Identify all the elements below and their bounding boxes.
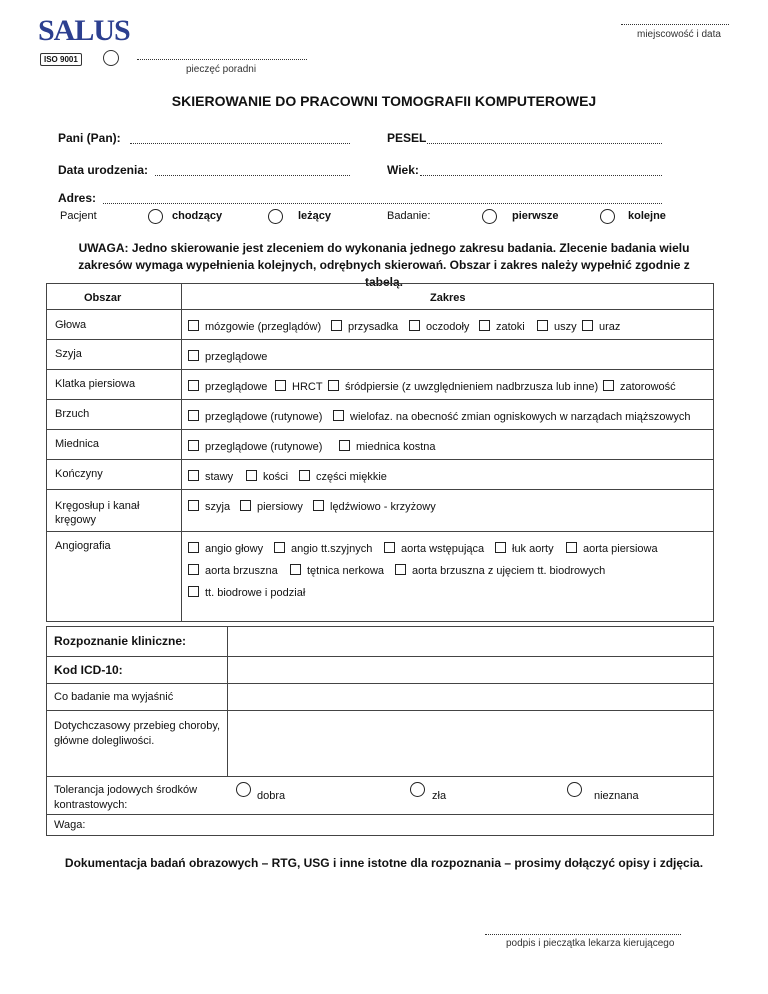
checkbox-icon <box>313 500 324 511</box>
checkbox-icon <box>290 564 301 575</box>
patient-lying-label: leżący <box>298 210 332 222</box>
option-pelvis-overview[interactable]: przeglądowe (rutynowe) <box>188 440 322 453</box>
page-title: SKIEROWANIE DO PRACOWNI TOMOGRAFII KOMPUTEROWEJ <box>171 93 597 109</box>
checkbox-icon <box>582 320 593 331</box>
name-field[interactable] <box>130 143 350 144</box>
signature-line[interactable] <box>485 934 681 935</box>
place-date-line[interactable] <box>621 24 729 25</box>
pesel-field[interactable] <box>427 143 662 144</box>
option-iliac-division[interactable]: tt. biodrowe i podział <box>188 586 305 599</box>
checkbox-icon <box>188 320 199 331</box>
option-soft-tissue[interactable]: części miękkie <box>299 470 387 483</box>
checkbox-icon <box>395 564 406 575</box>
checkbox-icon <box>384 542 395 553</box>
note-text: UWAGA: Jedno skierowanie jest zleceniem do wykonania jednego zakresu badania. Zlecenie badania wielu zakresów wymaga wypełnienia kolejnych, odrębnych skierowań. Obszar i zakres należy wypełnić zgodnie z tabelą. <box>78 241 690 289</box>
checkbox-icon <box>188 470 199 481</box>
weight-label: Waga: <box>54 819 86 831</box>
option-abdomen-overview[interactable]: przeglądowe (rutynowe) <box>188 410 322 423</box>
checkbox-icon <box>188 350 199 361</box>
tolerance-unknown-radio[interactable] <box>567 782 582 797</box>
checkbox-icon <box>188 440 199 451</box>
option-neck-overview[interactable]: przeglądowe <box>188 350 267 363</box>
exam-next-radio[interactable] <box>600 209 615 224</box>
area-pelvis: Miednica <box>55 438 100 450</box>
option-ears[interactable]: uszy <box>537 320 577 333</box>
checkbox-icon <box>479 320 490 331</box>
option-angio-carotid[interactable]: angio tt.szyjnych <box>274 542 372 555</box>
age-field[interactable] <box>420 175 662 176</box>
checkbox-icon <box>188 586 199 597</box>
exam-first-label: pierwsze <box>512 210 559 222</box>
option-multiphase[interactable]: wielofaz. na obecność zmian ogniskowych w narządach miąższowych <box>333 410 691 423</box>
stamp-label: pieczęć poradni <box>186 64 257 75</box>
option-orbits[interactable]: oczodoły <box>409 320 469 333</box>
area-angiography: Angiografia <box>55 540 111 552</box>
checkbox-icon <box>188 410 199 421</box>
signature-label: podpis i pieczątka lekarza kierującego <box>506 938 675 949</box>
tolerance-good-radio[interactable] <box>236 782 251 797</box>
checkbox-icon <box>333 410 344 421</box>
salus-logo: SALUS <box>38 14 130 47</box>
exam-next-label: kolejne <box>628 210 666 222</box>
checkbox-icon <box>188 500 199 511</box>
icd-field[interactable] <box>228 657 713 683</box>
tolerance-bad-radio[interactable] <box>410 782 425 797</box>
checkbox-icon <box>537 320 548 331</box>
documentation-note: Dokumentacja badań obrazowych – RTG, USG i inne istotne dla rozpoznania – prosimy dołączyć opisy i zdjęcia. <box>64 856 704 870</box>
option-mediastinum[interactable]: śródpiersie (z uwzględnieniem nadbrzusza lub inne) <box>328 380 598 393</box>
option-hrct[interactable]: HRCT <box>275 380 323 393</box>
option-abdominal-aorta-iliac[interactable]: aorta brzuszna z ujęciem tt. biodrowych <box>395 564 605 577</box>
history-field[interactable] <box>228 711 713 776</box>
area-abdomen: Brzuch <box>55 408 90 420</box>
patient-label: Pacjent <box>60 210 97 222</box>
birth-label: Data urodzenia: <box>58 163 149 177</box>
option-pituitary[interactable]: przysadka <box>331 320 398 333</box>
age-label: Wiek: <box>387 163 419 177</box>
checkbox-icon <box>495 542 506 553</box>
exam-first-radio[interactable] <box>482 209 497 224</box>
checkbox-icon <box>339 440 350 451</box>
checkbox-icon <box>275 380 286 391</box>
checkbox-icon <box>331 320 342 331</box>
tolerance-bad-label: zła <box>432 790 447 802</box>
diagnosis-label: Rozpoznanie kliniczne: <box>54 634 187 648</box>
area-limbs: Kończyny <box>55 468 103 480</box>
weight-field[interactable] <box>100 815 712 835</box>
birth-field[interactable] <box>155 175 350 176</box>
place-date-label: miejscowość i data <box>637 29 721 40</box>
option-joints[interactable]: stawy <box>188 470 233 483</box>
scope-table-divider <box>181 283 182 622</box>
area-chest: Klatka piersiowa <box>55 378 136 390</box>
diagnosis-field[interactable] <box>228 627 713 656</box>
option-bony-pelvis[interactable]: miednica kostna <box>339 440 436 453</box>
option-abdominal-aorta[interactable]: aorta brzuszna <box>188 564 278 577</box>
icd-label: Kod ICD-10: <box>54 663 123 677</box>
option-chest-overview[interactable]: przeglądowe <box>188 380 267 393</box>
option-aortic-arch[interactable]: łuk aorty <box>495 542 554 555</box>
option-thoracic-aorta[interactable]: aorta piersiowa <box>566 542 658 555</box>
checkbox-icon <box>328 380 339 391</box>
checkbox-icon <box>299 470 310 481</box>
tolerance-good-label: dobra <box>257 790 286 802</box>
exam-label: Badanie: <box>387 210 431 222</box>
option-ascending-aorta[interactable]: aorta wstępująca <box>384 542 484 555</box>
option-bones[interactable]: kości <box>246 470 288 483</box>
col-area-header: Obszar <box>84 292 122 304</box>
address-label: Adres: <box>58 191 97 205</box>
checkbox-icon <box>409 320 420 331</box>
checkbox-icon <box>240 500 251 511</box>
option-thoracic[interactable]: piersiowy <box>240 500 303 513</box>
patient-walking-radio[interactable] <box>148 209 163 224</box>
option-angio-head[interactable]: angio głowy <box>188 542 263 555</box>
name-label: Pani (Pan): <box>58 131 121 145</box>
checkbox-icon <box>274 542 285 553</box>
iso-badge: ISO 9001 <box>40 53 82 66</box>
option-cervical[interactable]: szyja <box>188 500 230 513</box>
stamp-line <box>137 59 307 60</box>
history-label: Dotychczasowy przebieg choroby, główne dolegliwości. <box>54 720 221 747</box>
tolerance-label: Tolerancja jodowych środków kontrastowych: <box>54 784 198 811</box>
option-brain[interactable]: mózgowie (przeglądów) <box>188 320 321 333</box>
checkbox-icon <box>566 542 577 553</box>
option-lumbosacral[interactable]: lędźwiowo - krzyżowy <box>313 500 436 513</box>
area-spine: Kręgosłup i kanał kręgowy <box>55 500 140 526</box>
area-neck: Szyja <box>55 348 82 360</box>
option-embolism[interactable]: zatorowość <box>603 380 676 393</box>
patient-lying-radio[interactable] <box>268 209 283 224</box>
patient-walking-label: chodzący <box>172 210 223 222</box>
col-scope-header: Zakres <box>430 292 466 304</box>
explain-field[interactable] <box>228 684 713 710</box>
pesel-label: PESEL <box>387 131 427 145</box>
checkbox-icon <box>246 470 257 481</box>
explain-label: Co badanie ma wyjaśnić <box>54 691 174 703</box>
option-sinuses[interactable]: zatoki <box>479 320 525 333</box>
tolerance-unknown-label: nieznana <box>594 790 639 802</box>
address-field[interactable] <box>103 203 662 204</box>
checkbox-icon <box>188 542 199 553</box>
area-head: Głowa <box>55 319 87 331</box>
option-renal-artery[interactable]: tętnica nerkowa <box>290 564 384 577</box>
option-injury[interactable]: uraz <box>582 320 620 333</box>
checkbox-icon <box>188 564 199 575</box>
checkbox-icon <box>603 380 614 391</box>
cert-icon <box>103 50 119 66</box>
checkbox-icon <box>188 380 199 391</box>
